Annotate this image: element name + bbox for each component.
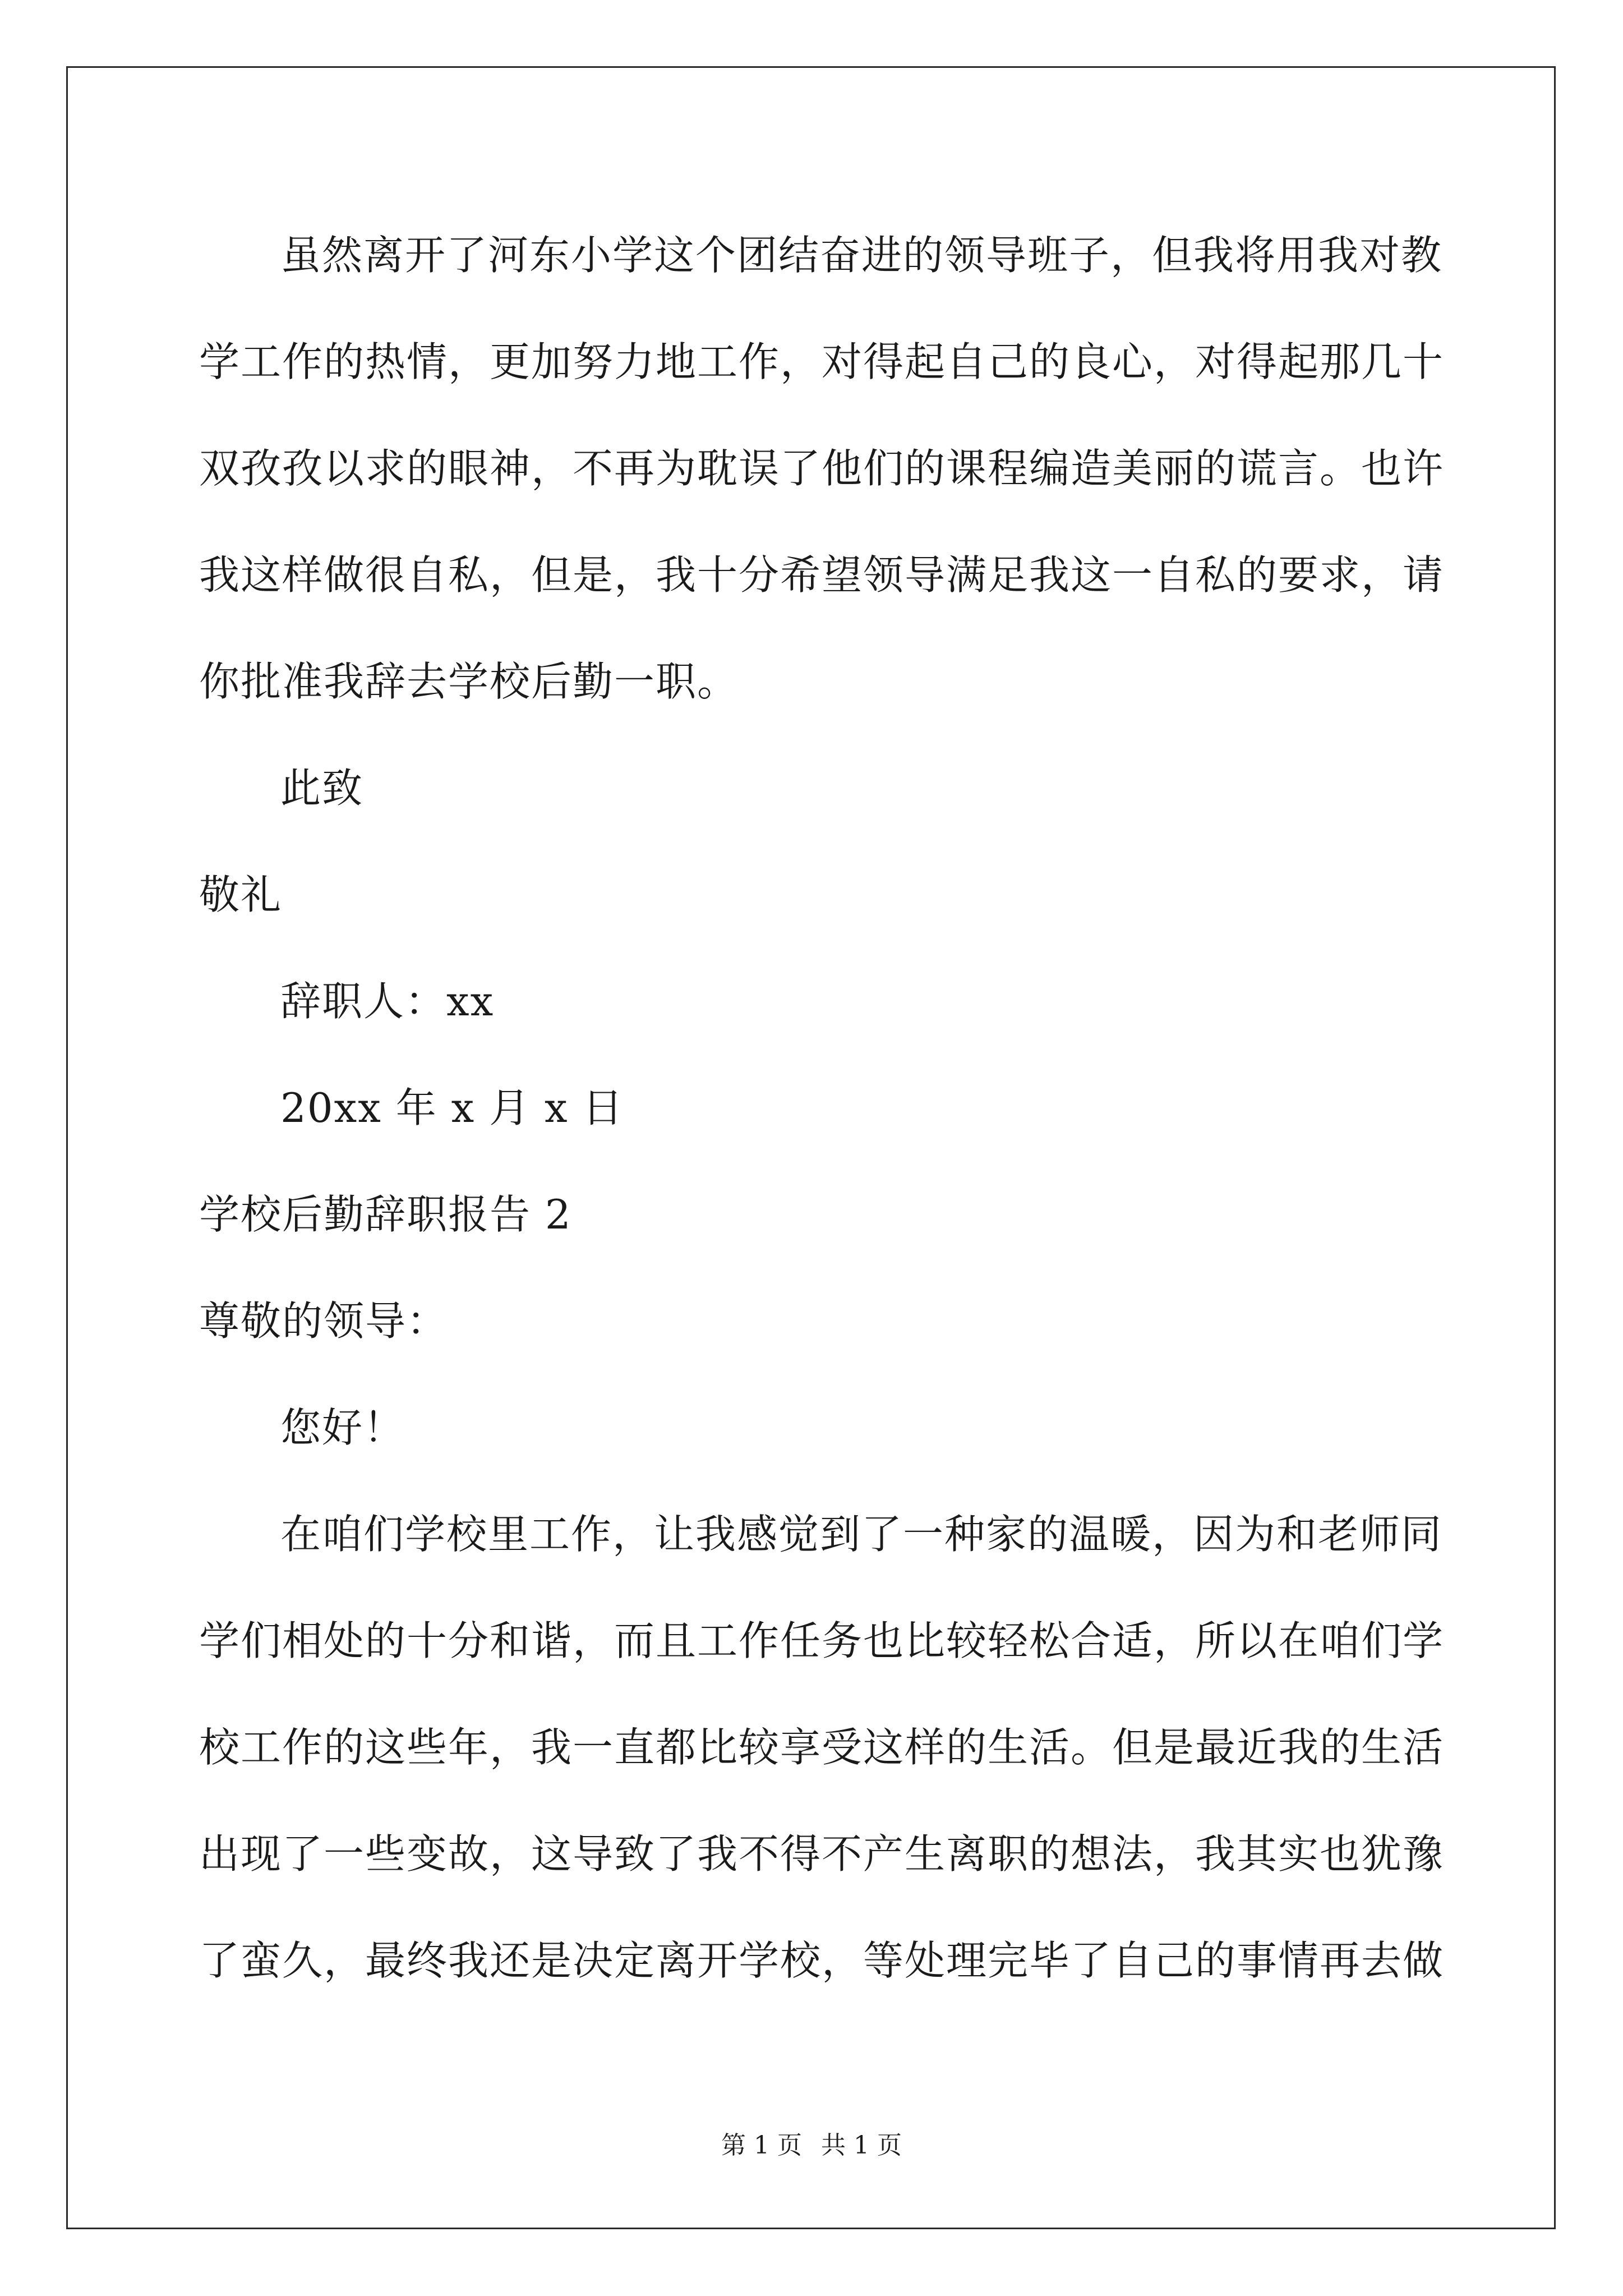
greeting-recipient: 尊敬的领导： <box>199 1297 449 1345</box>
paragraph-line: 我这样做很自私，但是，我十分希望领导满足我这一自私的要求，请 <box>199 551 1445 599</box>
page-number-total: 共 1 页 <box>821 2131 902 2160</box>
paragraph-line: 校工作的这些年，我一直都比较享受这样的生活。但是最近我的生活 <box>199 1724 1445 1771</box>
paragraph-line: 了蛮久，最终我还是决定离开学校，等处理完毕了自己的事情再去做 <box>199 1937 1445 1984</box>
paragraph-line: 双孜孜以求的眼神，不再为耽误了他们的课程编造美丽的谎言。也许 <box>199 445 1445 492</box>
paragraph-line: 你批准我辞去学校后勤一职。 <box>199 658 739 705</box>
document-body <box>199 202 1445 2014</box>
page-number-current: 第 1 页 <box>721 2131 802 2160</box>
paragraph-line: 在咱们学校里工作，让我感觉到了一种家的温暖，因为和老师同 <box>280 1511 1443 1558</box>
paragraph-line: 学们相处的十分和谐，而且工作任务也比较轻松合适，所以在咱们学 <box>199 1617 1445 1664</box>
paragraph-line: 出现了一些变故，这导致了我不得不产生离职的想法，我其实也犹豫 <box>199 1830 1445 1878</box>
closing-regards: 敬礼 <box>199 871 283 918</box>
closing-salutation: 此致 <box>280 765 364 812</box>
page-footer <box>0 2129 1623 2162</box>
signature-line: 辞职人：xx <box>280 978 495 1025</box>
date-line: 20xx 年 x 月 x 日 <box>280 1084 624 1131</box>
section-title: 学校后勤辞职报告 2 <box>199 1191 572 1238</box>
paragraph-line: 虽然离开了河东小学这个团结奋进的领导班子，但我将用我对教 <box>280 232 1443 279</box>
paragraph-line: 学工作的热情，更加努力地工作，对得起自己的良心，对得起那几十 <box>199 338 1445 385</box>
greeting-hello: 您好！ <box>280 1404 405 1451</box>
